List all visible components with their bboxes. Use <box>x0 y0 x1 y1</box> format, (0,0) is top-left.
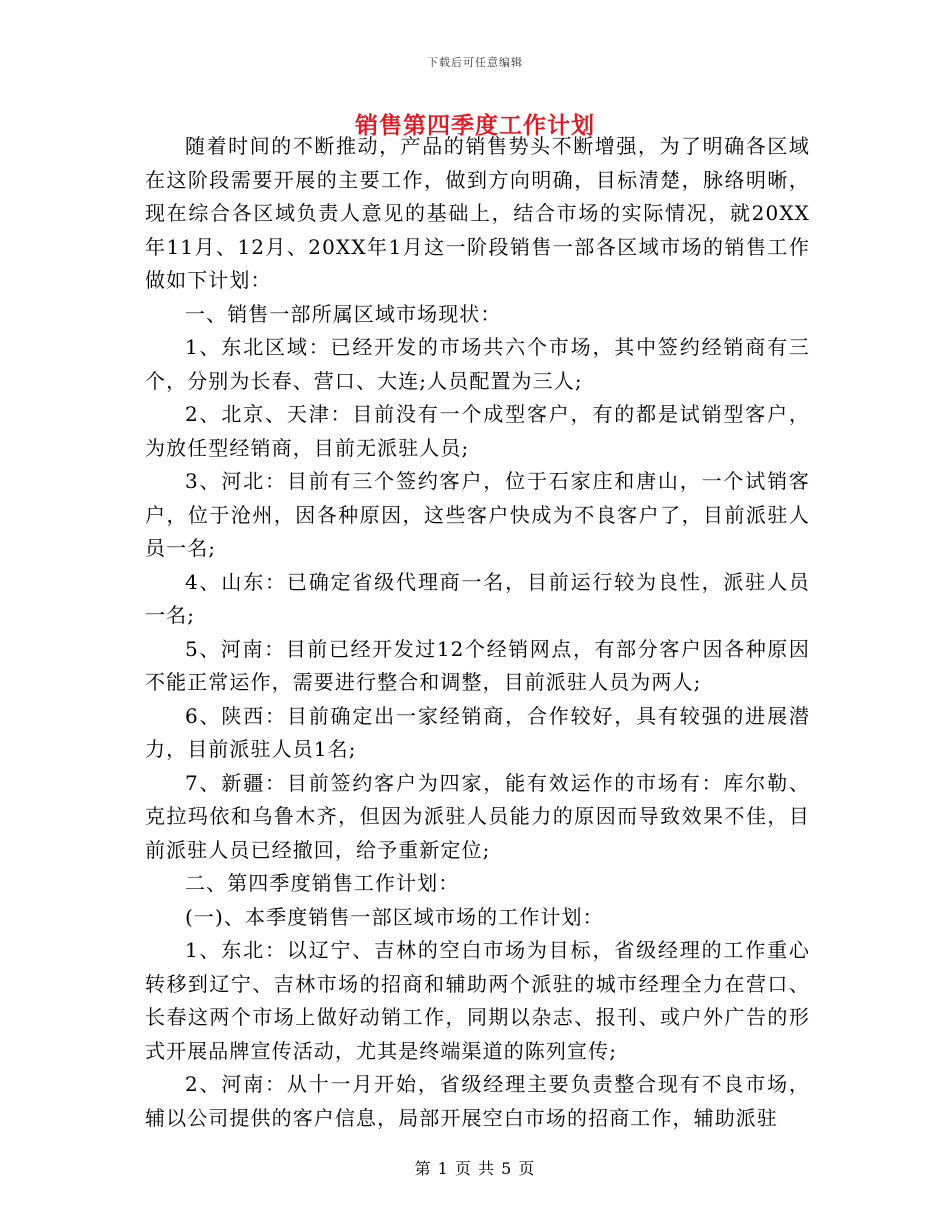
paragraph-xinjiang: 7、新疆：目前签约客户为四家，能有效运作的市场有：库尔勒、克拉玛依和乌鲁木齐，但因为派驻人员能力的原因而导致效果不佳，目前派驻人员已经撤回，给予重新定位; <box>145 770 810 862</box>
footer-total-pages: 5 <box>501 1159 513 1178</box>
section-heading-status: 一、销售一部所属区域市场现状： <box>185 301 502 326</box>
paragraph-plan-henan: 2、河南：从十一月开始，省级经理主要负责整合现有不良市场，辅以公司提供的客户信息，局部开展空白市场的招商工作，辅助派驻 <box>145 1072 810 1130</box>
paragraph-shandong: 4、山东：已确定省级代理商一名，目前运行较为良性，派驻人员一名; <box>145 569 810 627</box>
paragraph-beijing-tianjin: 2、北京、天津：目前没有一个成型客户，有的都是试销型客户，为放任型经销商，目前无派驻人员; <box>145 402 810 460</box>
paragraph-shaanxi: 6、陕西：目前确定出一家经销商，合作较好，具有较强的进展潜力，目前派驻人员1名; <box>145 703 810 761</box>
paragraph-plan-northeast: 1、东北：以辽宁、吉林的空白市场为目标，省级经理的工作重心转移到辽宁、吉林市场的招商和辅助两个派驻的城市经理全力在营口、长春这两个市场上做好动销工作，同期以杂志、报刊、或户外广告的形式开展品牌宣传活动，尤其是终端渠道的陈列宣传; <box>145 938 810 1063</box>
section-heading-plan: 二、第四季度销售工作计划： <box>185 871 460 895</box>
footer-suffix: 页 <box>518 1159 536 1178</box>
paragraph-hebei: 3、河北：目前有三个签约客户，位于石家庄和唐山，一个试销客户，位于沧州，因各种原因，这些客户快成为不良客户了，目前派驻人员一名; <box>145 469 810 560</box>
paragraph-intro: 随着时间的不断推动，产品的销售势头不断增强，为了明确各区域在这阶段需要开展的主要工作，做到方向明确，目标清楚，脉络明晰，现在综合各区域负责人意见的基础上，结合市场的实际情况，就20XX年11月、12月、20XX年1月这一阶段销售一部各区域市场的销售工作做如下计划： <box>145 134 810 292</box>
page-footer <box>0 1156 950 1179</box>
subsection-heading-region-plan: (一)、本季度销售一部区域市场的工作计划： <box>185 904 604 929</box>
document-title: 销售第四季度工作计划 <box>355 112 595 139</box>
paragraph-henan: 5、河南：目前已经开发过12个经销网点，有部分客户因各种原因不能正常运作，需要进行整合和调整，目前派驻人员为两人; <box>145 636 810 694</box>
footer-middle: 页 共 <box>454 1159 496 1178</box>
paragraph-northeast: 1、东北区域：已经开发的市场共六个市场，其中签约经销商有三个，分别为长春、营口、大连;人员配置为三人; <box>145 335 810 393</box>
footer-prefix: 第 <box>414 1159 432 1178</box>
document-body <box>145 130 810 1135</box>
header-note: 下载后可任意编辑 <box>427 56 523 69</box>
footer-page-number: 1 <box>437 1159 449 1178</box>
